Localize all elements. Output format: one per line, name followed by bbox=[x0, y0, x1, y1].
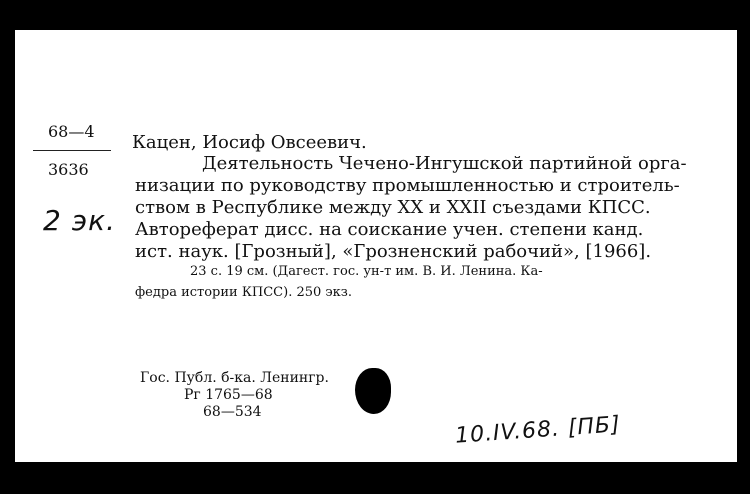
call-number: 68—4 bbox=[48, 122, 95, 141]
divider bbox=[33, 150, 111, 151]
physical-description: федра истории КПСС). 250 экз. bbox=[135, 285, 353, 300]
author-name: Кацен, Иосиф Овсеевич. bbox=[132, 132, 367, 153]
physical-description: 23 с. 19 см. (Дагест. гос. ун-т им. В. И. Ленина. Ка- bbox=[190, 264, 543, 279]
ink-stamp bbox=[355, 368, 391, 414]
description-line: Деятельность Чечено-Ингушской партийной орга- bbox=[202, 153, 687, 174]
copies-note: 2 эк. bbox=[43, 204, 116, 237]
holder-line: Гос. Публ. б-ка. Ленингр. bbox=[140, 370, 329, 386]
description-line: ист. наук. [Грозный], «Грозненский рабочий», [1966]. bbox=[135, 241, 652, 262]
catalog-card bbox=[15, 30, 737, 462]
holder-line: Рг 1765—68 bbox=[184, 387, 273, 403]
holding-library bbox=[140, 370, 329, 421]
description-line: низации по руководству промышленностью и строитель- bbox=[135, 175, 680, 196]
holder-line: 68—534 bbox=[203, 404, 262, 420]
description-line: Автореферат дисс. на соискание учен. степени канд. bbox=[135, 219, 644, 240]
handwritten-annotation: 10.IV.68. [ПБ] bbox=[454, 412, 622, 449]
description-line: ством в Республике между XX и XXII съездами КПСС. bbox=[135, 197, 651, 218]
inventory-number: 3636 bbox=[48, 160, 89, 179]
